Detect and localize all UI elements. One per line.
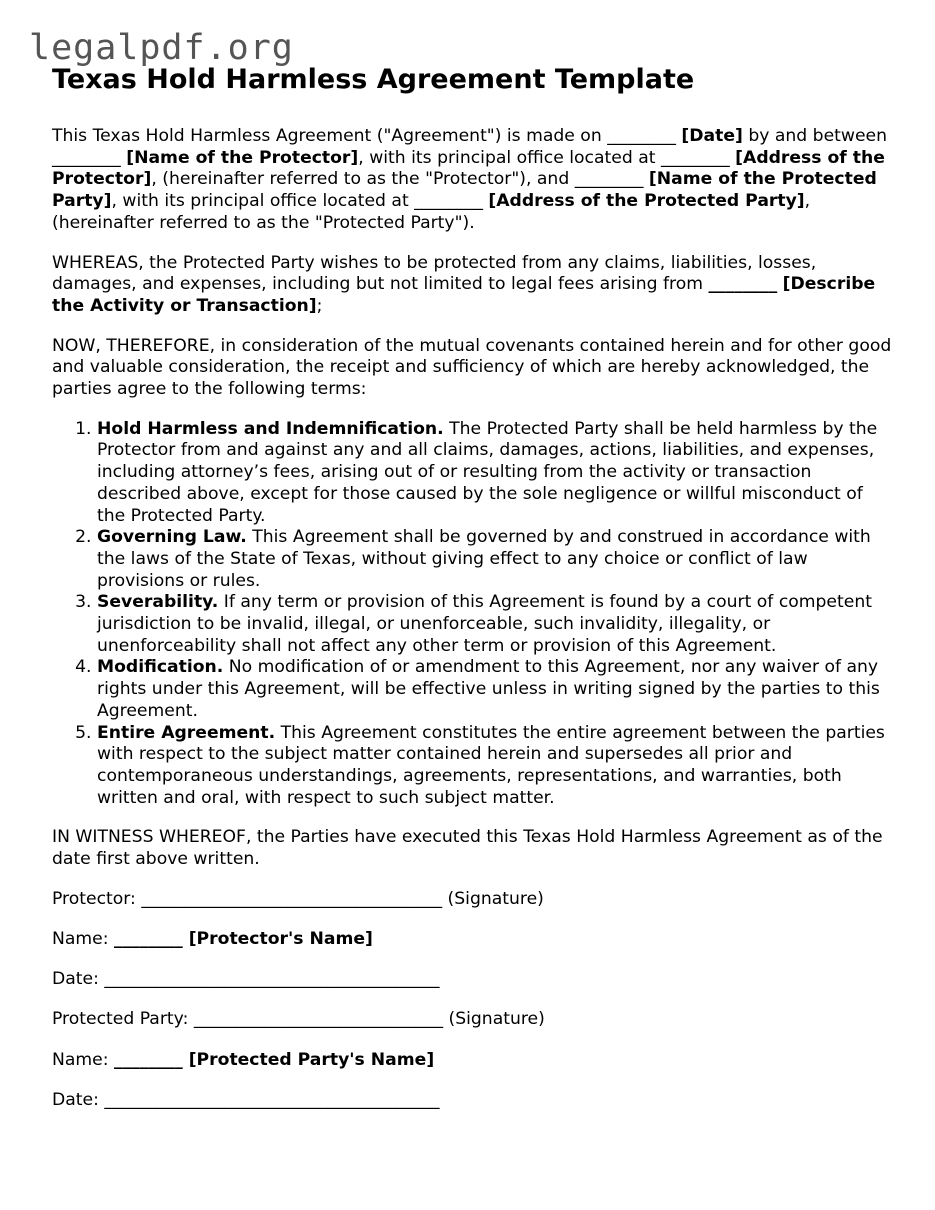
protector-name-placeholder: [Protector's Name] [182, 929, 373, 949]
whereas-end: ; [316, 295, 323, 316]
name-label: Name: [52, 1049, 114, 1070]
term-item [97, 657, 892, 722]
term-heading: Entire Agreement. [97, 722, 276, 743]
activity-blank: ________ [708, 274, 778, 295]
protector-label: Protector: [52, 888, 142, 909]
intro-text: , (hereinafter referred to as the "Protected Party"). [52, 191, 811, 233]
protected-address-placeholder: [Address of the Protected Party] [488, 191, 805, 212]
intro-text: , (hereinafter referred to as the "Protector"), and [151, 169, 575, 190]
intro-text: This Texas Hold Harmless Agreement ("Agreement") is made on [52, 126, 608, 146]
term-text: This Agreement shall be governed by and construed in accordance with the laws of the State of Texas, without giving effect to any choice or conflict of law provisions or rules. [97, 527, 871, 591]
term-item [97, 527, 892, 592]
signature-note: (Signature) [442, 888, 544, 909]
term-item [97, 419, 892, 528]
document-body [52, 62, 892, 1130]
term-heading: Hold Harmless and Indemnification. [97, 418, 444, 439]
protected-name-field[interactable]: ________ [113, 1049, 183, 1070]
activity-placeholder: [Describe the Activity or Transaction] [52, 274, 876, 316]
watermark-text: legalpdf.org [29, 28, 294, 68]
term-heading: Severability. [97, 592, 219, 613]
protected-signature-line [52, 1009, 892, 1031]
intro-paragraph [52, 126, 892, 235]
term-heading: Governing Law. [97, 527, 247, 548]
protector-date-field[interactable]: _______________________________________ [104, 969, 440, 990]
protected-date-line [52, 1090, 892, 1112]
term-text: No modification of or amendment to this Agreement, nor any waiver of any rights under this Agreement, will be effective unless in writing signed by the parties to this Agreement. [97, 657, 880, 721]
protected-address-blank: ________ [414, 191, 483, 212]
protector-signature-line [52, 889, 892, 911]
therefore-paragraph: NOW, THEREFORE, in consideration of the mutual covenants contained herein and for other good and valuable consideration, the receipt and sufficiency of which are hereby acknowledged, the parties agree to the following terms: [52, 335, 892, 400]
whereas-paragraph [52, 253, 892, 318]
date-placeholder: [Date] [681, 126, 743, 146]
protected-name-blank: ________ [574, 169, 644, 190]
protector-date-line [52, 969, 892, 991]
document-title: Texas Hold Harmless Agreement Template [52, 64, 695, 95]
date-label: Date: [52, 1089, 105, 1110]
protector-name-line [52, 929, 892, 951]
date-label: Date: [52, 969, 105, 990]
protected-date-field[interactable]: _______________________________________ [104, 1089, 440, 1110]
term-heading: Modification. [97, 657, 224, 678]
terms-list [52, 419, 892, 810]
term-text: If any term or provision of this Agreement is found by a court of competent jurisdiction to be invalid, illegal, or unenforceable, such invalidity, illegality, or unenforceability shall not affect any other term or provision of this Agreement. [97, 592, 872, 656]
protector-name-blank: ________ [52, 147, 121, 168]
protector-signature-field[interactable]: ___________________________________ [141, 888, 443, 909]
protected-name-placeholder: [Name of the Protected Party] [52, 169, 877, 212]
protected-name-placeholder: [Protected Party's Name] [182, 1049, 435, 1070]
intro-text: by and between [742, 126, 887, 146]
intro-text: , with its principal office located at [111, 191, 415, 212]
protector-address-blank: ________ [660, 147, 730, 168]
whereas-text: WHEREAS, the Protected Party wishes to be protected from any claims, liabilities, losses, damages, and expenses, including but not limited to legal fees arising from [52, 252, 817, 295]
term-item [97, 723, 892, 810]
intro-text: , with its principal office located at [358, 147, 661, 168]
name-label: Name: [52, 929, 114, 949]
term-text: The Protected Party shall be held harmless by the Protector from and against any and all claims, damages, actions, liabilities, and expenses, including attorney’s fees, arising out of or resulting from the activity or transaction described above, except for those caused by the sole negligence or willful misconduct of the Protected Party. [97, 418, 878, 526]
protector-name-field[interactable]: ________ [113, 929, 183, 949]
term-text: This Agreement constitutes the entire agreement between the parties with respect to the subject matter contained herein and supersedes all prior and contemporaneous understandings, agreements, representations, and warranties, both written and oral, with respect to such subject matter. [97, 722, 885, 808]
protected-label: Protected Party: [52, 1009, 194, 1030]
witness-paragraph: IN WITNESS WHEREOF, the Parties have executed this Texas Hold Harmless Agreement as of the date first above written. [52, 827, 883, 870]
protector-address-placeholder: [Address of the Protector] [52, 147, 885, 190]
protected-signature-field[interactable]: _____________________________ [193, 1009, 444, 1030]
date-blank: ________ [607, 126, 676, 146]
signature-note: (Signature) [443, 1009, 545, 1030]
term-item [97, 592, 892, 657]
protected-name-line [52, 1050, 892, 1072]
protector-name-placeholder: [Name of the Protector] [126, 147, 359, 168]
